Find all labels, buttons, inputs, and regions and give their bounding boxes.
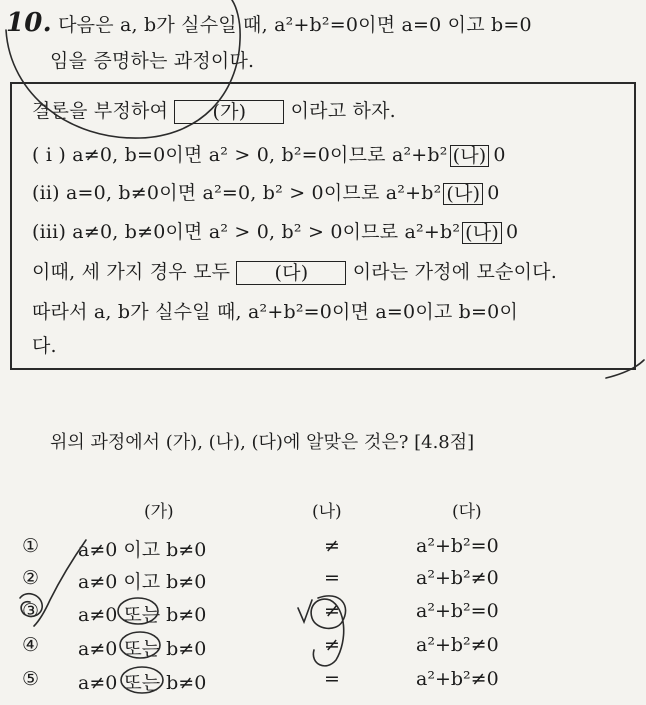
pencil-circle-3 (118, 598, 158, 624)
pencil-edge-mark (606, 360, 644, 378)
choice-ga: a≠0 이고 b≠0 (78, 539, 207, 561)
choice-ga: a≠0 또는 b≠0 (78, 638, 207, 660)
pencil-scribble-3 (20, 594, 42, 617)
case-1-zero: 0 (493, 144, 506, 166)
choice-na: ≠ (324, 634, 340, 656)
choice-number: ② (22, 567, 40, 589)
pencil-circle-5 (121, 667, 163, 693)
question-number: 10. (6, 8, 52, 38)
choice-number: ③ (22, 600, 40, 622)
question-stem: 다음은 a, b가 실수일 때, a²+b²=0이면 a=0 이고 b=0 (58, 14, 532, 36)
choice-da: a²+b²≠0 (416, 567, 499, 589)
choice-number: ① (22, 535, 40, 557)
choice-da: a²+b²≠0 (416, 668, 499, 690)
contradiction-text: 이때, 세 가지 경우 모두 (32, 261, 231, 283)
case-1-text: ( i ) a≠0, b=0이면 a² > 0, b²=0이므로 a²+b² (32, 144, 448, 166)
proof-final-line-2: 다. (32, 335, 57, 357)
pencil-tick-na (298, 600, 312, 622)
case-3-text: (iii) a≠0, b≠0이면 a² > 0, b² > 0이므로 a²+b² (32, 221, 461, 243)
question-prompt: 위의 과정에서 (가), (나), (다)에 알맞은 것은? [4.8점] (50, 432, 475, 453)
choice-na: ≠ (324, 535, 340, 557)
choice-ga: a≠0 이고 b≠0 (78, 571, 207, 593)
blank-na-3: (나) (462, 222, 502, 244)
choice-na: ≠ (324, 600, 340, 622)
header-na: (나) (312, 502, 342, 522)
choice-ga: a≠0 또는 b≠0 (78, 672, 207, 694)
blank-na-2: (나) (443, 183, 483, 205)
pencil-loop-na (311, 596, 345, 666)
case-2-zero: 0 (487, 182, 500, 204)
proof-intro-text: 결론을 부정하여 (32, 100, 169, 122)
question-line-2: 임을 증명하는 과정이다. (50, 50, 255, 72)
header-da: (다) (452, 502, 482, 522)
choice-da: a²+b²≠0 (416, 634, 499, 656)
blank-na-1: (나) (450, 145, 490, 167)
proof-final-line: 따라서 a, b가 실수일 때, a²+b²=0이면 a=0이고 b=0이 (32, 301, 519, 323)
choice-ga: a≠0 또는 b≠0 (78, 604, 207, 626)
blank-ga: (가) (174, 100, 284, 124)
contradiction-suffix: 이라는 가정에 모순이다. (352, 261, 557, 283)
case-3-zero: 0 (505, 221, 519, 243)
choice-da: a²+b²=0 (416, 535, 499, 557)
header-ga: (가) (144, 502, 174, 522)
pencil-circle-4 (120, 632, 160, 658)
proof-intro-suffix: 이라고 하자. (290, 100, 396, 122)
choice-na: = (324, 668, 340, 690)
case-2-text: (ii) a=0, b≠0이면 a²=0, b² > 0이므로 a²+b² (32, 182, 442, 204)
pencil-check-mark (34, 540, 86, 626)
choice-na: = (324, 567, 340, 589)
choice-da: a²+b²=0 (416, 600, 499, 622)
blank-da: (다) (236, 261, 346, 285)
pencil-arc-mark (6, 0, 240, 138)
choice-number: ④ (22, 634, 40, 656)
choice-number: ⑤ (22, 668, 40, 690)
